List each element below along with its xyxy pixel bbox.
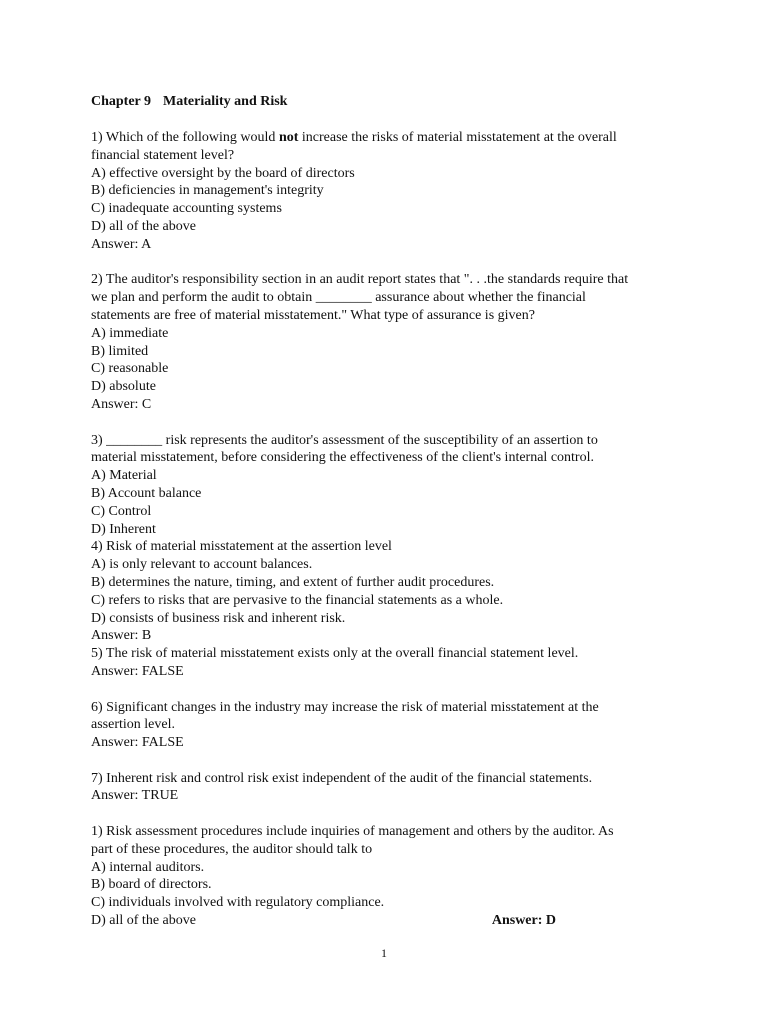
question-stem-line: statements are free of material misstatement." What type of assurance is given? [91, 307, 535, 323]
option-a: A) effective oversight by the board of directors [91, 165, 355, 181]
chapter-title: Materiality and Risk [163, 94, 288, 109]
question-stem-line: 4) Risk of material misstatement at the assertion level [91, 539, 392, 555]
chapter-heading [91, 94, 287, 110]
option-d: D) Inherent [91, 521, 156, 537]
question-8 [91, 823, 681, 930]
answer: Answer: FALSE [91, 663, 184, 679]
emphasis-not: not [278, 130, 299, 145]
question-5 [91, 645, 681, 681]
question-1 [91, 129, 681, 254]
question-stem-line: 1) Risk assessment procedures include inquiries of management and others by the auditor. As [91, 824, 614, 840]
answer: Answer: B [91, 628, 152, 644]
option-b: B) determines the nature, timing, and extent of further audit procedures. [91, 574, 495, 590]
option-c: C) Control [91, 503, 152, 519]
chapter-number: Chapter 9 [91, 94, 152, 109]
question-stem-line: 1) Which of the following would not increase the risks of material misstatement at the overall [91, 130, 617, 145]
option-d: D) absolute [91, 379, 156, 395]
option-d: D) consists of business risk and inherent risk. [91, 610, 346, 626]
question-2 [91, 271, 681, 413]
option-c: C) reasonable [91, 361, 169, 377]
option-a: A) internal auditors. [91, 859, 205, 875]
answer: Answer: C [91, 396, 152, 412]
question-stem-line: part of these procedures, the auditor should talk to [91, 841, 373, 857]
option-a: A) is only relevant to account balances. [91, 557, 313, 573]
option-d: D) all of the above [91, 913, 196, 929]
page-number: 1 [381, 946, 387, 960]
question-stem-line: 2) The auditor's responsibility section in an audit report states that ". . .the standards require that [91, 272, 629, 288]
answer: Answer: FALSE [91, 735, 184, 751]
question-6 [91, 699, 681, 752]
question-stem-line: 5) The risk of material misstatement exists only at the overall financial statement level. [91, 646, 579, 662]
option-c: C) inadequate accounting systems [91, 201, 282, 217]
question-stem-line: 7) Inherent risk and control risk exist independent of the audit of the financial statements. [91, 770, 593, 786]
option-b: B) Account balance [91, 485, 202, 501]
question-stem-line: 3) ________ risk represents the auditor's assessment of the susceptibility of an assertion to [91, 432, 598, 448]
question-7 [91, 770, 681, 806]
answer: Answer: D [491, 913, 556, 929]
option-b: B) limited [91, 343, 149, 359]
question-4 [91, 538, 681, 645]
question-list [91, 129, 681, 930]
option-b: B) deficiencies in management's integrity [91, 183, 324, 199]
option-a: A) immediate [91, 325, 169, 341]
answer: Answer: TRUE [91, 788, 179, 804]
option-c: C) individuals involved with regulatory compliance. [91, 895, 385, 911]
question-stem-line: financial statement level? [91, 147, 235, 163]
question-stem-line: assertion level. [91, 717, 175, 733]
question-3 [91, 432, 681, 539]
question-stem-line: 6) Significant changes in the industry may increase the risk of material misstatement at the [91, 699, 599, 715]
question-stem-line: we plan and perform the audit to obtain ________ assurance about whether the financial [91, 290, 586, 306]
option-c: C) refers to risks that are pervasive to the financial statements as a whole. [91, 592, 504, 608]
option-d: D) all of the above [91, 218, 196, 234]
option-a: A) Material [91, 468, 157, 484]
question-stem-line: material misstatement, before considering the effectiveness of the client's internal control. [91, 450, 594, 466]
option-b: B) board of directors. [91, 877, 212, 893]
answer: Answer: A [91, 236, 152, 252]
option-d-with-answer [91, 912, 556, 930]
